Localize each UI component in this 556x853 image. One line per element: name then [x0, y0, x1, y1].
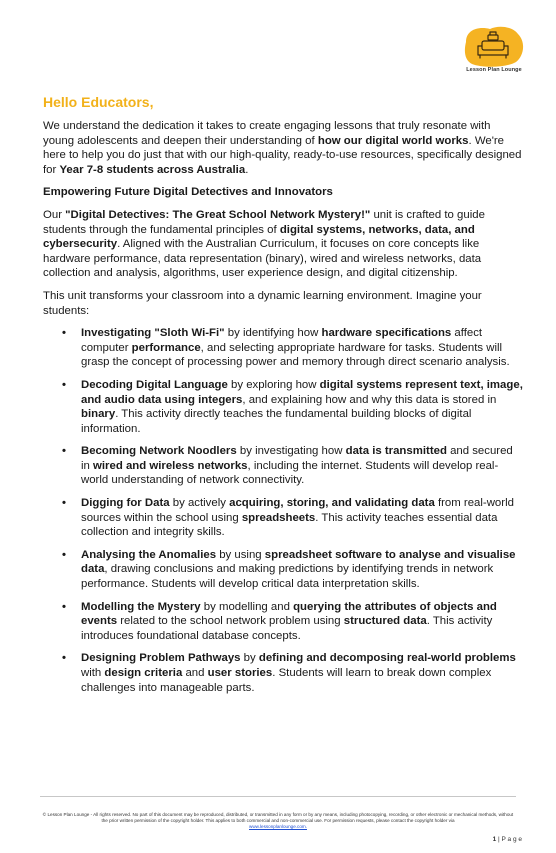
bold-text: Designing Problem Pathways	[81, 652, 241, 665]
list-item	[43, 496, 523, 540]
bold-text: digital systems, networks, data, and cybersecurity	[43, 223, 475, 251]
text-run: and secured in	[81, 445, 513, 472]
bold-text: design criteria	[104, 667, 183, 679]
text-run: by exploring how	[227, 378, 320, 391]
section-subheading: Empowering Future Digital Detectives and Innovators	[43, 186, 333, 199]
bold-text: binary	[81, 408, 116, 421]
bold-text: Decoding Digital Language	[81, 378, 228, 391]
text-run: by actively	[169, 497, 230, 510]
footer-divider	[40, 796, 516, 797]
page-number-value: 1	[492, 836, 497, 843]
list-item	[43, 548, 523, 592]
text-run: with	[81, 667, 105, 679]
bold-text: hardware specifications	[321, 327, 452, 340]
unit-description-paragraph	[43, 208, 523, 281]
text-run: by	[240, 652, 259, 665]
bold-text: defining and decomposing real-world problems	[258, 652, 516, 665]
text-run: . This activity teaches essential data collection and integrity skills.	[81, 511, 498, 539]
text-run: and	[182, 667, 208, 679]
bold-text: digital systems represent text, image, and audio data using integers	[81, 378, 523, 406]
text-run: , drawing conclusions and making predictions by identifying trends in network performance. Students will develop critical data interpretation skills.	[81, 563, 494, 591]
list-item	[43, 651, 523, 695]
bold-text: Analysing the Anomalies	[81, 548, 217, 561]
text-run: unit is crafted to guide students through the fundamental principles of	[43, 208, 485, 236]
text-run: by identifying how	[224, 327, 322, 340]
bold-text: data is transmitted	[345, 445, 447, 458]
greeting-heading: Hello Educators,	[43, 94, 154, 110]
copyright-footer	[40, 812, 516, 830]
page-label: P a g e	[501, 836, 522, 843]
bold-text: Becoming Network Noodlers	[81, 445, 237, 458]
text-run: Our	[43, 208, 66, 221]
bold-text: Year 7-8 students across Australia	[59, 163, 246, 176]
bold-text: performance	[131, 341, 201, 354]
list-item	[43, 600, 523, 644]
text-run: . This activity introduces foundational database concepts.	[81, 615, 493, 642]
intro-paragraph	[43, 119, 523, 177]
copyright-text: © Lesson Plan Lounge - All rights reserved. No part of this document may be reproduced, distributed, or transmitted in any form or by any means, including photocopying, recording, or other electronic or mechanical methods, without the prior written permission of the copyright holder. This applies to both commercial and non-commercial use. For permission requests, please contact the copyright holder via	[42, 812, 514, 823]
bold-text: how our digital world works	[317, 134, 469, 147]
text-run: by investigating how	[236, 445, 346, 458]
bold-text: spreadsheets	[241, 511, 316, 524]
text-run: affect computer	[81, 327, 483, 354]
bold-text: spreadsheet software to analyse and visualise data	[81, 548, 516, 576]
website-link[interactable]: www.lessonplanlounge.com.	[249, 824, 307, 829]
activity-list	[43, 326, 523, 695]
list-item	[43, 444, 523, 488]
page-number: 1 | P a g e	[492, 836, 522, 843]
text-run: . We're here to help you do just that with our high-quality, ready-to-use resources, specifically designed for	[43, 134, 522, 176]
text-run: by modelling and	[200, 600, 294, 613]
bold-text: "Digital Detectives: The Great School Network Mystery!"	[65, 208, 371, 221]
text-run: , and selecting appropriate hardware for tasks. Students will grasp the concept of processing power and memory through direct scenario analysis.	[81, 341, 510, 369]
transform-paragraph: This unit transforms your classroom into a dynamic learning environment. Imagine your students:	[43, 289, 482, 317]
text-run: from real-world sources within the school using	[81, 497, 514, 524]
text-run: . Aligned with the Australian Curriculum, it focuses on core concepts like hardware performance, data representation (binary), wired and wireless networks, data collection and analysis, algorithms, user experience design, and digital citizenship.	[43, 238, 482, 280]
text-run: , including the internet. Students will develop real-world understanding of network connectivity.	[81, 459, 499, 487]
bold-text: user stories	[207, 667, 273, 679]
document-body	[43, 94, 523, 703]
text-run: . This activity directly teaches the fundamental building blocks of digital information.	[81, 408, 472, 435]
text-run: related to the school network problem using	[117, 615, 344, 628]
bold-text: wired and wireless networks	[93, 459, 248, 472]
bold-text: Investigating "Sloth Wi-Fi"	[81, 327, 225, 340]
text-run: .	[245, 163, 249, 176]
text-run: . Students will learn to break down complex challenges into manageable parts.	[81, 667, 492, 694]
list-item	[43, 326, 523, 370]
logo-text: Lesson Plan Lounge	[466, 67, 522, 73]
text-run: , and explaining how and why this data is stored in	[242, 393, 497, 406]
bold-text: structured data	[343, 615, 427, 628]
list-item	[43, 378, 523, 436]
text-run: by using	[216, 548, 265, 561]
bold-text: querying the attributes of objects and events	[81, 600, 497, 628]
text-run: We understand the dedication it takes to create engaging lessons that truly resonate with young adolescents and deepen their understanding of	[43, 120, 491, 147]
bold-text: acquiring, storing, and validating data	[229, 497, 435, 510]
bold-text: Modelling the Mystery	[81, 600, 201, 613]
bold-text: Digging for Data	[81, 497, 170, 510]
